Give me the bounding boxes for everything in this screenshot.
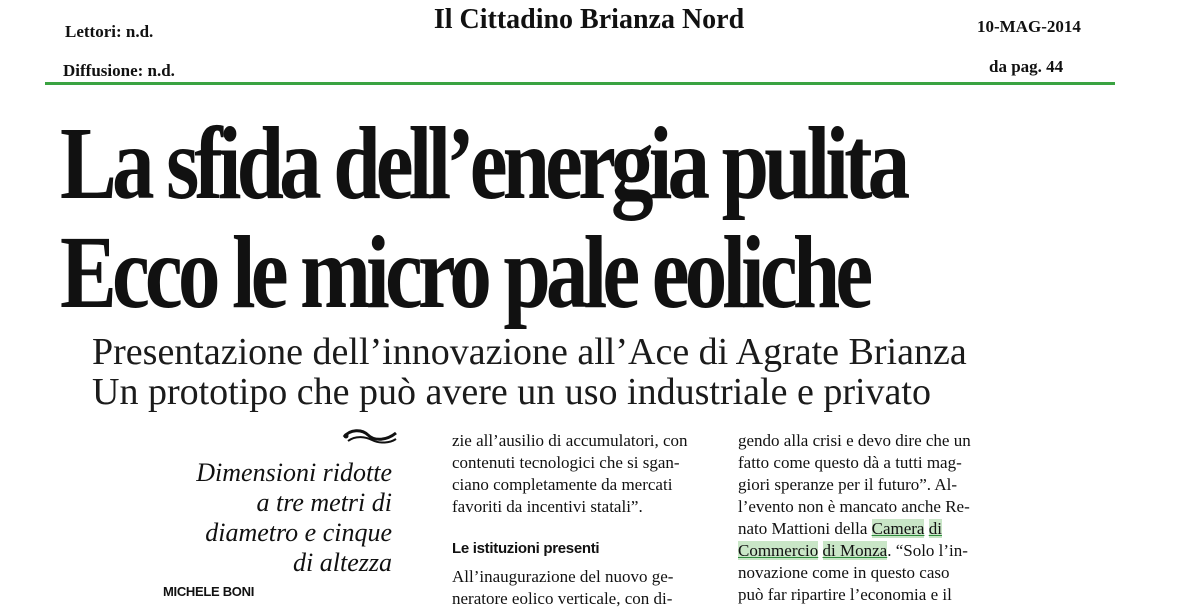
highlighted-term: Commercio xyxy=(738,541,819,560)
newspaper-title: Il Cittadino Brianza Nord xyxy=(433,4,745,35)
article-column-2 xyxy=(452,430,712,518)
header-divider xyxy=(45,82,1115,85)
headline-line-1: La sfida dell’energia pulita xyxy=(60,106,906,221)
article-column-3 xyxy=(738,430,998,606)
subheading: Le istituzioni presenti xyxy=(452,540,600,557)
text-line: All’inaugurazione del nuovo ge- xyxy=(452,567,674,586)
byline: MICHELE BONI xyxy=(163,584,255,599)
deck-line-2: Un prototipo che può avere un uso industriale e privato xyxy=(92,371,931,413)
pull-quote-line: di altezza xyxy=(293,548,392,577)
pull-quote-line: a tre metri di xyxy=(256,488,392,517)
text-line xyxy=(738,518,998,540)
text-line: giori speranze per il futuro”. Al- xyxy=(738,475,958,494)
text-line: fatto come questo dà a tutti mag- xyxy=(738,453,962,472)
page-label: da pag. 44 xyxy=(989,57,1064,76)
text-line: contenuti tecnologici che si sgan- xyxy=(452,453,680,472)
text-line: può far ripartire l’economia e il xyxy=(738,585,952,604)
readers-label: Lettori: n.d. xyxy=(65,22,154,41)
text-line: gendo alla crisi e devo dire che un xyxy=(738,431,971,450)
date-label: 10-MAG-2014 xyxy=(977,17,1081,36)
text-fragment: nato Mattioni della xyxy=(738,519,872,538)
highlighted-term: Camera xyxy=(871,519,925,538)
highlighted-term: di Monza xyxy=(822,541,888,560)
article-column-2-continued xyxy=(452,566,673,610)
text-fragment: . “Solo l’in- xyxy=(887,541,968,560)
text-line: l’evento non è mancato anche Re- xyxy=(738,497,970,516)
circulation-label: Diffusione: n.d. xyxy=(63,61,175,80)
ornament-icon xyxy=(340,425,400,447)
text-line: ciano completamente da mercati xyxy=(452,475,673,494)
text-line: neratore eolico verticale, con di- xyxy=(452,589,673,608)
text-fragment xyxy=(818,541,822,560)
headline-line-2: Ecco le micro pale eoliche xyxy=(60,215,869,330)
deck-line-1: Presentazione dell’innovazione all’Ace di Agrate Brianza xyxy=(92,331,967,373)
pull-quote xyxy=(110,458,392,578)
text-line: favoriti da incentivi statali”. xyxy=(452,497,643,516)
highlighted-term: di xyxy=(928,519,942,538)
text-line: zie all’ausilio di accumulatori, con xyxy=(452,431,688,450)
text-line xyxy=(738,540,998,562)
pull-quote-line: diametro e cinque xyxy=(205,518,392,547)
text-line: novazione come in questo caso xyxy=(738,563,950,582)
pull-quote-line: Dimensioni ridotte xyxy=(196,458,392,487)
